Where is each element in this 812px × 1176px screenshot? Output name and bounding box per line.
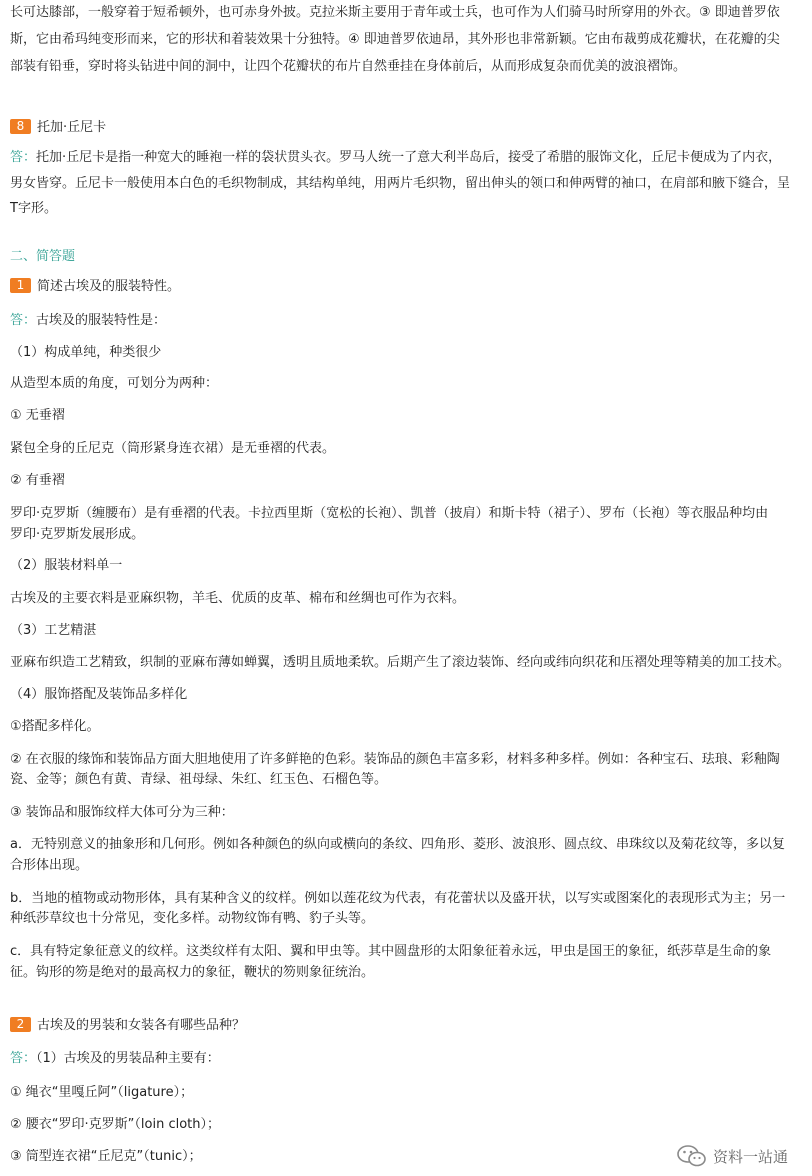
item8-title-row — [10, 115, 802, 141]
subheading: （1）构成单纯，种类很少 — [10, 345, 162, 360]
intro-line: 长可达膝部，一般穿着于短希顿外，也可赤身外披。克拉米斯主要用于青年或士兵，也可作为人们骑马时所穿用的外衣。③ 即迪普罗依 — [10, 5, 780, 20]
paragraph: c．具有特定象征意义的纹样。这类纹样有太阳、翼和甲虫等。其中圆盘形的太阳象征着永远，甲虫是国王的象征，纸莎草是生命的象 — [10, 944, 772, 959]
section-heading: 二、简答题 — [10, 249, 76, 264]
intro-line: 斯，它由希玛纯变形而来，它的形状和着装效果十分独特。④ 即迪普罗依迪昂，其外形也非常新颖。它由布裁剪成花瓣状，在花瓣的尖 — [10, 32, 780, 47]
list-item: ① 绳衣“里嘎丘阿”（ligature）； — [10, 1085, 194, 1100]
item8-answer-line: 男女皆穿。丘尼卡一般使用本白色的毛织物制成，其结构单纯，用两片毛织物，留出伸头的领口和伸两臂的袖口，在肩部和腋下缝合，呈 — [10, 176, 791, 191]
paragraph: 罗印·克罗斯发展形成。 — [10, 527, 145, 542]
paragraph: 瓷、金等；颜色有黄、青绿、祖母绿、朱红、红玉色、石榴色等。 — [10, 772, 388, 787]
number-badge: 8 — [10, 119, 31, 134]
q2-question: 古埃及的男装和女装各有哪些品种？ — [37, 1018, 246, 1033]
paragraph: 从造型本质的角度，可划分为两种： — [10, 376, 219, 391]
paragraph: 罗印·克罗斯（缠腰布）是有垂褶的代表。卡拉西里斯（宽松的长袍）、凯普（披肩）和斯卡特（裙子）、罗布（长袍）等衣服品种均由 — [10, 506, 769, 521]
paragraph: 亚麻布织造工艺精致，织制的亚麻布薄如蝉翼，透明且质地柔软。后期产生了滚边装饰、经向或纬向织花和压褶处理等精美的加工技术。 — [10, 655, 791, 670]
wechat-icon — [677, 1144, 707, 1168]
q1-question-row — [10, 274, 802, 300]
list-item: ② 腰衣“罗印·克罗斯”（loin cloth）； — [10, 1117, 220, 1132]
list-item: ① 无垂褶 — [10, 408, 65, 423]
answer-text: 古埃及的服装特性是： — [36, 313, 167, 328]
item8-answer-line — [10, 145, 802, 171]
item8-title: 托加·丘尼卡 — [37, 120, 107, 135]
paragraph: 合形体出现。 — [10, 858, 89, 873]
paragraph: ② 在衣服的缘饰和装饰品方面大胆地使用了许多鲜艳的色彩。装饰品的颜色丰富多彩，材料多种多样。例如：各种宝石、珐琅、彩釉陶 — [10, 752, 780, 767]
list-item: ①搭配多样化。 — [10, 719, 100, 734]
list-item: ② 有垂褶 — [10, 473, 65, 488]
answer-label: 答： — [10, 1051, 37, 1066]
list-item: ③ 筒型连衣裙“丘尼克”（tunic）； — [10, 1149, 202, 1164]
paragraph: a．无特别意义的抽象形和几何形。例如各种颜色的纵向或横向的条纹、四角形、菱形、波浪形、圆点纹、串珠纹以及菊花纹等，多以复 — [10, 837, 785, 852]
paragraph: 征。钩形的笏是绝对的最高权力的象征，鞭状的笏则象征统治。 — [10, 965, 375, 980]
q2-answer-intro — [10, 1046, 802, 1072]
subheading: （4）服饰搭配及装饰品多样化 — [10, 687, 188, 702]
number-badge: 2 — [10, 1017, 31, 1032]
intro-line: 部装有铅垂，穿时将头钻进中间的洞中，让四个花瓣状的布片自然垂挂在身体前后，从而形成复杂而优美的波浪褶饰。 — [10, 59, 687, 74]
answer-text: （1）古埃及的男装品种主要有： — [36, 1051, 220, 1066]
subheading: （2）服装材料单一 — [10, 558, 123, 573]
answer-label: 答： — [10, 313, 37, 328]
q1-answer-intro — [10, 308, 802, 334]
paragraph: 种纸莎草纹也十分常见，变化多样。动物纹饰有鸭、豹子头等。 — [10, 911, 375, 926]
answer-text: 托加·丘尼卡是指一种宽大的睡袍一样的袋状贯头衣。罗马人统一了意大利半岛后，接受了希腊的服饰文化，丘尼卡便成为了内衣， — [36, 150, 782, 165]
paragraph: b．当地的植物或动物形体，具有某种含义的纹样。例如以莲花纹为代表，有花蕾状以及盛开状，以写实或图案化的表现形式为主；另一 — [10, 891, 786, 906]
subheading: （3）工艺精湛 — [10, 623, 97, 638]
paragraph: 古埃及的主要衣料是亚麻织物，羊毛、优质的皮革、棉布和丝绸也可作为衣料。 — [10, 591, 466, 606]
q1-question: 简述古埃及的服装特性。 — [37, 279, 181, 294]
number-badge: 1 — [10, 278, 31, 293]
answer-label: 答： — [10, 150, 37, 165]
item8-answer-line: T字形。 — [10, 201, 57, 216]
paragraph: 紧包全身的丘尼克（筒形紧身连衣裙）是无垂褶的代表。 — [10, 441, 336, 456]
watermark-text: 资料一站通 — [712, 1147, 788, 1166]
watermark — [677, 1144, 788, 1168]
list-item: ③ 装饰品和服饰纹样大体可分为三种： — [10, 805, 234, 820]
q2-question-row — [10, 1013, 802, 1039]
